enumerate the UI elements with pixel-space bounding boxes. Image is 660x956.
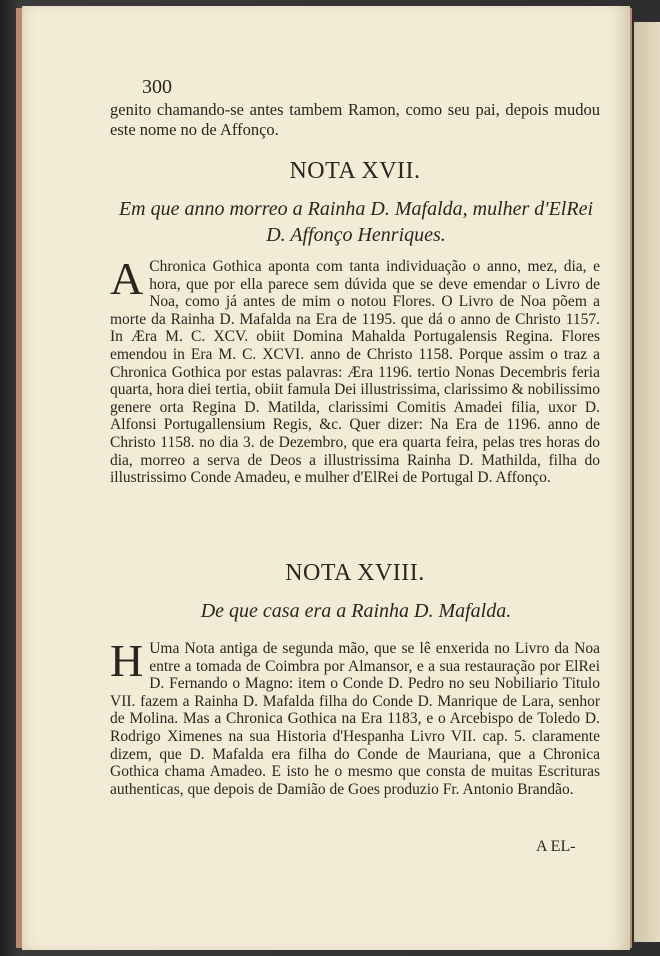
nota-17-drop-cap: A bbox=[110, 253, 144, 304]
nota-18-drop-cap: H bbox=[110, 635, 144, 686]
nota-17-subtitle: Em que anno morreo a Rainha D. Mafalda, mulher d'ElRei D. Affonço Henriques. bbox=[118, 198, 594, 246]
facing-page-edge bbox=[634, 22, 660, 942]
intro-paragraph: genito chamando-se antes tambem Ramon, como seu pai, depois mudou este nome no de Affonço. bbox=[110, 100, 600, 139]
page-number: 300 bbox=[142, 76, 172, 98]
nota-17-text: Chronica Gothica aponta com tanta individuação o anno, mez, dia, e hora, que por ella parece sem dúvida que se deve emendar o Livro de Noa, como já antes de mim o notou Flores. O Livro de Noa põem a morte da Rainha D. Mafalda na Era de 1195. que dá o anno de Christo 1157. In Æra M. C. XCV. obiit Domina Mahalda Portugalensis Regina. Flores emendou in Era M. C. XCVI. anno de Christo 1158. Porque assim o traz a Chronica Gothica por estas palavras: Æra 1196. tertio Nonas Decembris feria quarta, hora diei tertia, obiit famula Dei illustrissima, clarissimo & nobilissimo genere orta Regina D. Matilda, clarissimi Comitis Amadei filia, uxor D. Alfonsi Portugallensium Regis, &c. Quer dizer: Na Era de 1196. anno de Christo 1158. no dia 3. de Dezembro, que era quarta feira, pelas tres horas do dia, morreo a serva de Deos a illustrissima Rainha D. Mathilda, filha do illustrissimo Conde Amadeu, e mulher d'ElRei de Portugal D. Affonço. bbox=[110, 258, 600, 487]
nota-17-heading: NOTA XVII. bbox=[289, 158, 421, 184]
nota-17-body bbox=[110, 253, 600, 487]
catchword: A EL- bbox=[536, 838, 576, 855]
nota-18-heading: NOTA XVIII. bbox=[285, 560, 425, 586]
nota-18-subtitle: De que casa era a Rainha D. Mafalda. bbox=[200, 600, 512, 622]
nota-18-body bbox=[110, 635, 600, 798]
nota-18-text: Uma Nota antiga de segunda mão, que se lê enxerida no Livro da Noa entre a tomada de Coimbra por Almansor, e a sua restauração por ElRei D. Fernando o Magno: item o Conde D. Pedro no seu Nobiliario Titulo VII. fazem a Rainha D. Mafalda filha do Conde D. Manrique de Lara, senhor de Molina. Mas a Chronica Gothica na Era 1183, e o Arcebispo de Toledo D. Rodrigo Ximenes na sua Historia d'Hespanha Livro VII. cap. 5. claramente dizem, que D. Mafalda era filha do Conde de Mauriana, que a Chronica Gothica chama Amadeo. E isto he o mesmo que consta de muitas Escrituras authenticas, que depois de Damião de Goes produzio Fr. Antonio Brandão. bbox=[110, 640, 600, 798]
